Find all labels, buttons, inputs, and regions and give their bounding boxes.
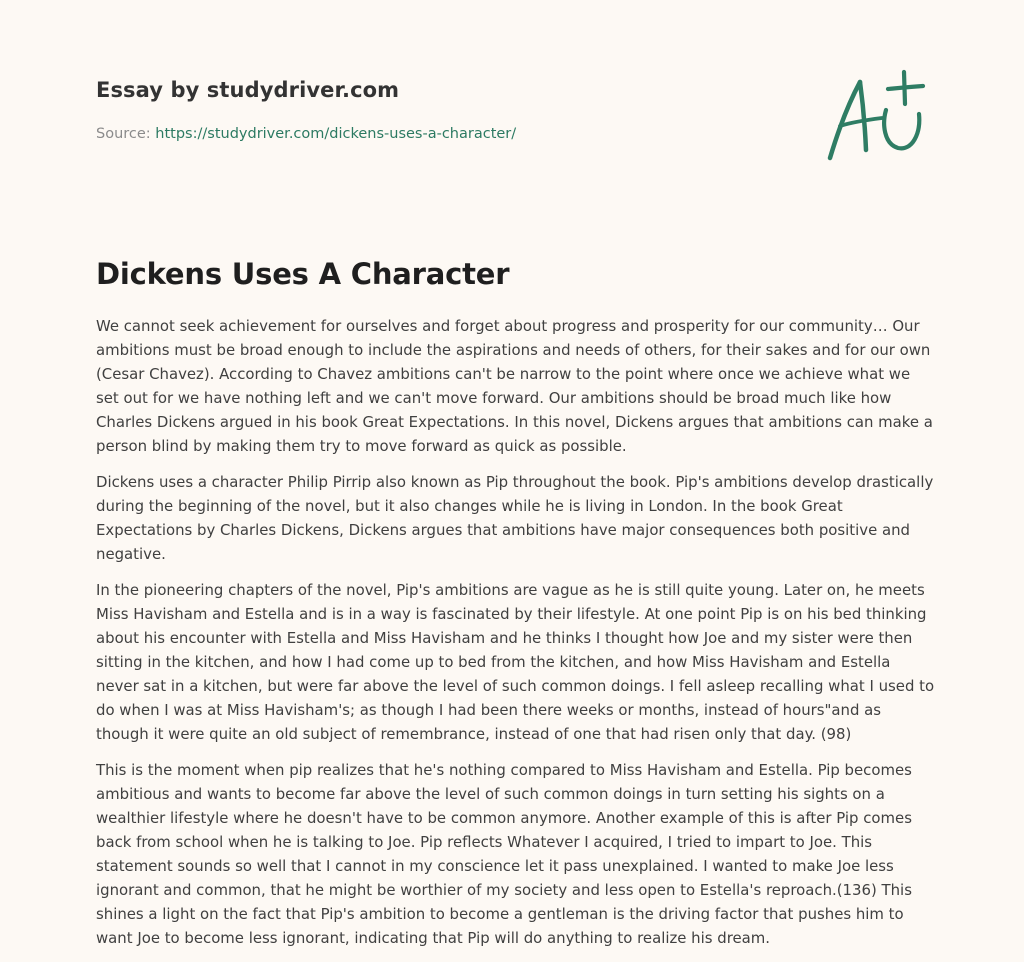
essay-paragraph: In the pioneering chapters of the novel, Pip's ambitions are vague as he is still quite young. Later on, he meets Miss Havisham and Estella and is in a way is fascinated by their lifestyle. At one point Pip is on his bed thinking about his encounter with Estella and Miss Havisham and he thinks I thought how Joe and my sister were then sitting in the kitchen, and how I had come up to bed from the kitchen, and how Miss Havisham and Estella never sat in a kitchen, but were far above the level of such common doings. I fell asleep recalling what I used to do when I was at Miss Havisham's; as though I had been there weeks or months, instead of hours"and as though it were quite an old subject of remembrance, instead of one that had risen only that day. (98) bbox=[96, 581, 935, 743]
source-link[interactable]: https://studydriver.com/dickens-uses-a-character/ bbox=[155, 126, 517, 142]
essay-title: Dickens Uses A Character bbox=[96, 257, 510, 291]
essay-paragraph: Dickens uses a character Philip Pirrip also known as Pip throughout the book. Pip's ambitions develop drastically during the beginning of the novel, but it also changes while he is living in London. In the book Great Expectations by Charles Dickens, Dickens argues that ambitions have major consequences both positive and negative. bbox=[96, 473, 934, 563]
essay-paragraph: This is the moment when pip realizes that he's nothing compared to Miss Havisham and Estella. Pip becomes ambitious and wants to become far above the level of such common doings in turn setting his sights on a wealthier lifestyle where he doesn't have to be common anymore. Another example of this is after Pip comes back from school when he is talking to Joe. Pip reflects Whatever I acquired, I tried to impart to Joe. This statement sounds so well that I cannot in my conscience let it pass unexplained. I wanted to make Joe less ignorant and common, that he might be worthier of my society and less open to Estella's reproach.(136) This shines a light on the fact that Pip's ambition to become a gentleman is the driving factor that pushes him to want Joe to become less ignorant, indicating that Pip will do anything to realize his dream. bbox=[96, 761, 912, 947]
source-line bbox=[96, 124, 796, 144]
page-header bbox=[96, 76, 796, 144]
brand-title: Essay by studydriver.com bbox=[96, 78, 400, 102]
essay-paragraph: We cannot seek achievement for ourselves and forget about progress and prosperity for our community… Our ambitions must be broad enough to include the aspirations and needs of others, for their sakes and for our own (Cesar Chavez). According to Chavez ambitions can't be narrow to the point where once we achieve what we set out for we have nothing left and we can't move forward. Our ambitions should be broad much like how Charles Dickens argued in his book Great Expectations. In this novel, Dickens argues that ambitions can make a person blind by making them try to move forward as quick as possible. bbox=[96, 317, 933, 455]
essay-body bbox=[96, 314, 936, 962]
source-label: Source: bbox=[96, 126, 151, 142]
a-plus-grade-icon bbox=[822, 68, 930, 166]
